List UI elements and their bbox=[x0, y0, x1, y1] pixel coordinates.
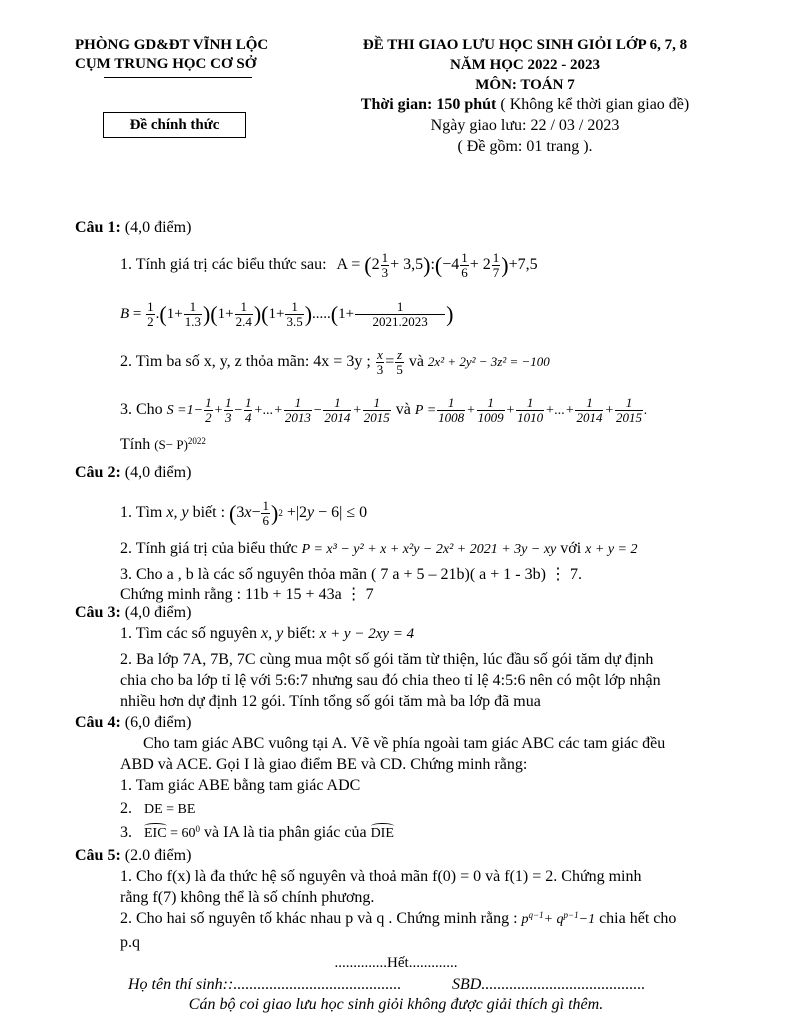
q3-heading bbox=[75, 604, 191, 622]
expr-a: A = (2 $\frac{1}{3}$ + 3,5):(−4 $\frac{1}{6}$ + 2 $\frac{1}{7}$ )+7,5 bbox=[336, 249, 538, 280]
end-marker: ..............Hết............. bbox=[334, 955, 458, 971]
q1-p2-and: và bbox=[408, 353, 424, 370]
q1-p2-equation: 2x² + 2y² − 3z² = −100 bbox=[427, 354, 550, 369]
q1-part1 bbox=[120, 244, 538, 286]
time-label: Thời gian: 150 phút bbox=[360, 96, 497, 113]
q5-p2-divisible: chia hết cho bbox=[599, 910, 677, 927]
q1-compute-label: Tính bbox=[120, 436, 151, 453]
q4-points: (6,0 điểm) bbox=[120, 714, 192, 731]
expr-s: S =1− $\frac{1}{2}$ + $\frac{1}{3}$ − $\frac{1}{4}$ +...+ $\frac{1}{2013}$ − $\frac{1}{2014}$ + $\frac{1}{2015}$ bbox=[166, 395, 390, 426]
q1-p2-text: 2. Tìm ba số x, y, z thỏa mãn: 4x = 3y ; bbox=[120, 353, 371, 370]
school-year: NĂM HỌC 2022 - 2023 bbox=[450, 57, 600, 73]
q2-p1-vars: x, y bbox=[166, 504, 189, 521]
q5-part1-line2: rằng f(7) không thể là số chính phương. bbox=[120, 889, 375, 906]
department-name: PHÒNG GD&ĐT VĨNH LỘC bbox=[75, 37, 269, 53]
candidate-name: Họ tên thí sinh::.......................................... bbox=[128, 976, 402, 993]
angle-value: = 60 bbox=[166, 826, 196, 841]
q4-p3-num: 3. bbox=[120, 824, 132, 841]
q1-points: (4,0 điểm) bbox=[120, 219, 192, 236]
expr-p: P = $\frac{1}{1008}$ + $\frac{1}{1009}$ + $\frac{1}{1010}$ +...+ $\frac{1}{2014}$ + $\frac{1}{2015}$ . bbox=[414, 395, 648, 426]
proctor-note: Cán bộ coi giao lưu học sinh giỏi không được giải thích gì thêm. bbox=[188, 996, 604, 1013]
school-cluster: CỤM TRUNG HỌC CƠ SỞ bbox=[75, 56, 257, 72]
q4-title: Câu 4: bbox=[75, 714, 121, 731]
q4-heading bbox=[75, 714, 191, 732]
q2-part3-prove: Chứng minh rằng : 11b + 15 + 43a ⋮ 7 bbox=[120, 586, 374, 603]
q5-part1-line1: 1. Cho f(x) là đa thức hệ số nguyên và thoả mãn f(0) = 0 và f(1) = 2. Chứng minh bbox=[120, 868, 642, 885]
q3-title: Câu 3: bbox=[75, 604, 121, 621]
subject: MÔN: TOÁN 7 bbox=[475, 77, 575, 93]
header-underline bbox=[104, 77, 252, 78]
angle-eic: EIC bbox=[144, 826, 167, 841]
q3-part2-line3: nhiều hơn dự định 12 gói. Tính tổng số gói tăm mà ba lớp đã mua bbox=[120, 693, 541, 710]
q2-part2 bbox=[120, 540, 638, 558]
angle-die: DIE bbox=[370, 826, 394, 841]
q2-p2-text: 2. Tính giá trị của biểu thức bbox=[120, 540, 298, 557]
exam-date: Ngày giao lưu: 22 / 03 / 2023 bbox=[430, 117, 620, 134]
degree-mark: 0 bbox=[195, 824, 200, 834]
candidate-number: SBD......................................... bbox=[452, 976, 646, 993]
q5-part2 bbox=[120, 910, 676, 928]
q4-p2-equation: DE = BE bbox=[144, 802, 196, 817]
q4-part2 bbox=[120, 800, 195, 818]
q3-points: (4,0 điểm) bbox=[120, 604, 192, 621]
q1-p3-and: và bbox=[395, 401, 411, 418]
page-count: ( Đề gồm: 01 trang ). bbox=[457, 138, 593, 155]
q5-title: Câu 5: bbox=[75, 847, 121, 864]
q2-p1-know: biết : bbox=[192, 504, 226, 521]
q3-part2-line1: 2. Ba lớp 7A, 7B, 7C cùng mua một số gói tăm từ thiện, lúc đầu số gói tăm dự định bbox=[120, 651, 654, 668]
q5-points: (2.0 điểm) bbox=[120, 847, 192, 864]
q5-expression: $p^{q-1}+ q^{p-1}-1$ bbox=[521, 910, 596, 927]
q2-points: (4,0 điểm) bbox=[120, 464, 192, 481]
q1-s-minus-p: (S− P) bbox=[154, 437, 188, 452]
q2-heading bbox=[75, 464, 191, 482]
q3-p1-text: 1. Tìm các số nguyên bbox=[120, 625, 258, 642]
q2-title: Câu 2: bbox=[75, 464, 121, 481]
q2-p2-condition: x + y = 2 bbox=[585, 542, 638, 557]
q1-p3-text: 3. Cho bbox=[120, 401, 163, 418]
q2-part3: 3. Cho a , b là các số nguyên thỏa mãn ( 7 a + 5 – 21b)( a + 1 - 3b) ⋮ 7. bbox=[120, 566, 582, 583]
q4-p2-num: 2. bbox=[120, 800, 132, 817]
q5-p2-text: 2. Cho hai số nguyên tố khác nhau p và q . Chứng minh rằng : bbox=[120, 910, 518, 927]
q1-part3 bbox=[120, 389, 647, 431]
q1-heading bbox=[75, 219, 191, 237]
q5-part2-pq: p.q bbox=[120, 934, 140, 951]
q2-p2-expr: P = x³ − y² + x + x²y − 2x² + 2021 + 3y − xy bbox=[301, 542, 557, 557]
q2-p2-with: với bbox=[560, 540, 582, 557]
q4-part1: 1. Tam giác ABE bằng tam giác ADC bbox=[120, 777, 361, 794]
expr-b: B = $\frac{1}{2}$ .(1+ $\frac{1}{1.3}$ )(1+ $\frac{1}{2.4}$ )(1+ $\frac{1}{3.5}$ ).....(1+ $\frac{1}{2021.2023}$ ) bbox=[120, 299, 454, 330]
q1-p1-text: 1. Tính giá trị các biểu thức sau: bbox=[120, 256, 327, 273]
q4-p3-text: và IA là tia phân giác của bbox=[199, 824, 371, 841]
exam-time bbox=[320, 96, 730, 114]
q4-intro-line1: Cho tam giác ABC vuông tại A. Vẽ về phía ngoài tam giác ABC các tam giác đều bbox=[143, 735, 666, 752]
q4-part3 bbox=[120, 824, 394, 842]
q5-heading bbox=[75, 847, 191, 865]
q4-intro-line2: ABD và ACE. Gọi I là giao điểm BE và CD. Chứng minh rằng: bbox=[120, 756, 528, 773]
official-badge: Đề chính thức bbox=[103, 112, 246, 138]
q1-compute: Tính $(S- P)^{2022}$ bbox=[120, 436, 206, 453]
q2-part1 bbox=[120, 490, 367, 536]
q3-part1 bbox=[120, 625, 414, 643]
q2-p1-text: 1. Tìm bbox=[120, 504, 163, 521]
time-note: ( Không kể thời gian giao đề) bbox=[496, 96, 690, 113]
q3-p1-equation: x + y − 2xy = 4 bbox=[319, 626, 415, 642]
q3-part2-line2: chia cho ba lớp tỉ lệ với 5:6:7 nhưng sau đó chia theo tỉ lệ 4:5:6 nên có một lớp nhận bbox=[120, 672, 661, 689]
q4-angle-eic bbox=[144, 826, 200, 841]
exam-title: ĐỀ THI GIAO LƯU HỌC SINH GIỎI LỚP 6, 7, 8 bbox=[362, 37, 688, 53]
q1-part2: 2. Tìm ba số x, y, z thỏa mãn: 4x = 3y ; $\frac{x}{3}$ = $\frac{z}{5}$ và 2x² + 2y² − 3z² = −100 bbox=[120, 346, 550, 377]
q2-inequality: (3x− $\frac{1}{6}$ )$^2$ +|2y − 6| ≤ 0 bbox=[229, 497, 368, 528]
q1-title: Câu 1: bbox=[75, 219, 121, 236]
q3-p1-vars: x, y bbox=[261, 625, 284, 642]
q3-p1-know: biết: bbox=[287, 625, 316, 642]
